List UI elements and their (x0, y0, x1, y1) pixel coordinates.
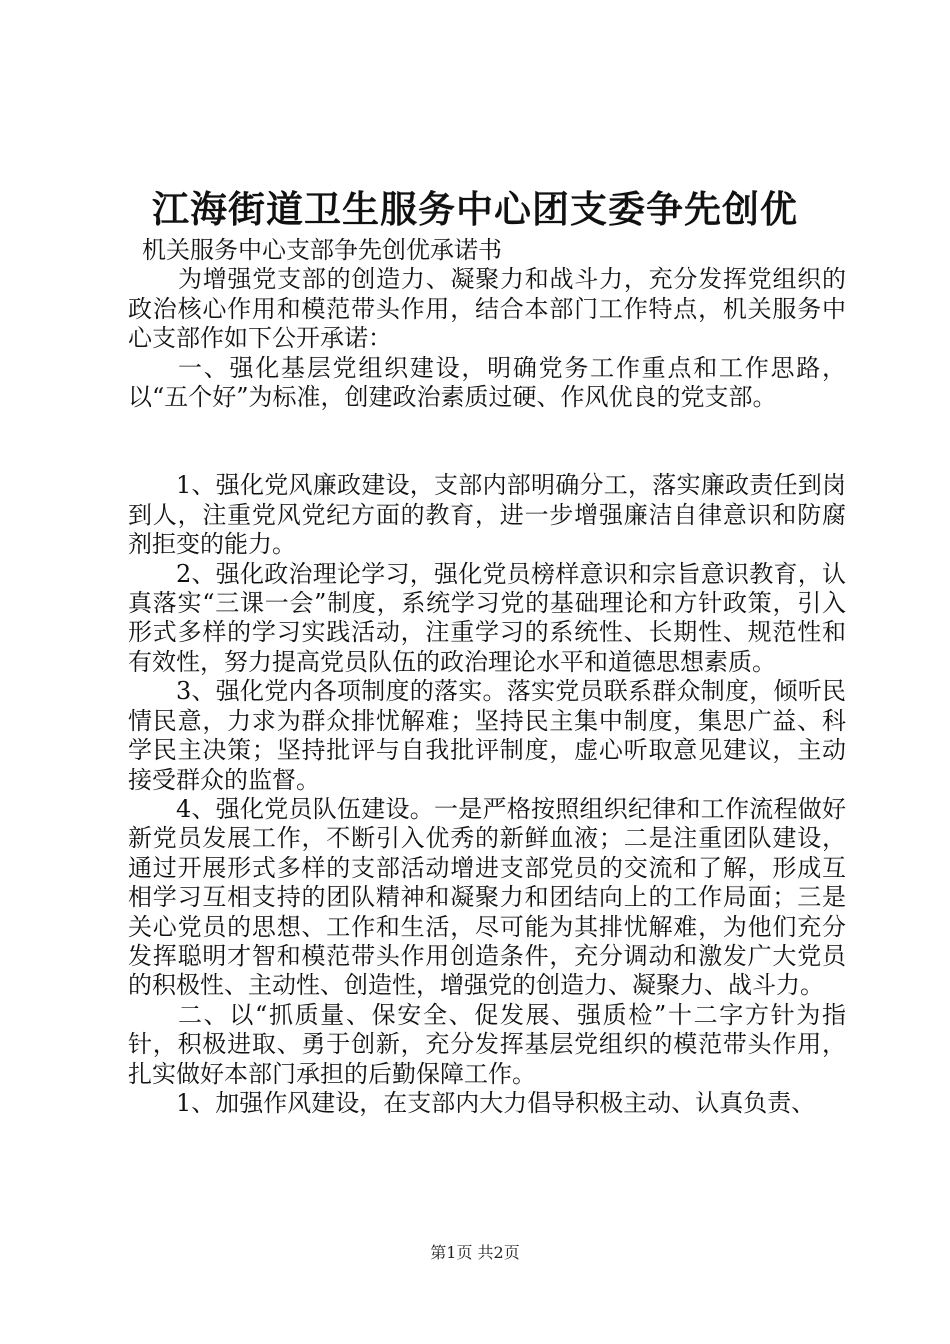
document-body (128, 236, 846, 1118)
subtitle-paragraph: 机关服务中心支部争先创优承诺书 (142, 236, 502, 264)
section-two-paragraph: 二、以“抓质量、保安全、促发展、强质检”十二字方针为指针，积极进取、勇于创新，充分发挥基层党组织的模范带头作用，扎实做好本部门承担的后勤保障工作。 (128, 1000, 846, 1088)
page-number-footer: 第1页 共2页 (430, 1243, 520, 1262)
item-4-paragraph: 4、强化党员队伍建设。一是严格按照组织纪律和工作流程做好新党员发展工作，不断引入优秀的新鲜血液；二是注重团队建设，通过开展形式多样的支部活动增进支部党员的交流和了解，形成互相学习互相支持的团队精神和凝聚力和团结向上的工作局面；三是关心党员的思想、工作和生活，尽可能为其排忧解难，为他们充分发挥聪明才智和模范带头作用创造条件，充分调动和激发广大党员的积极性、主动性、创造性，增强党的创造力、凝聚力、战斗力。 (128, 794, 846, 1000)
paragraph-spacer (128, 412, 846, 471)
document-title: 江海街道卫生服务中心团支委争先创优 (152, 187, 798, 231)
item-1-paragraph: 1、强化党风廉政建设，支部内部明确分工，落实廉政责任到岗到人，注重党风党纪方面的教育，进一步增强廉洁自律意识和防腐剂拒变的能力。 (128, 471, 846, 559)
item-2-paragraph: 2、强化政治理论学习，强化党员榜样意识和宗旨意识教育，认真落实“三课一会”制度，系统学习党的基础理论和方针政策，引入形式多样的学习实践活动，注重学习的系统性、长期性、规范性和有效性，努力提高党员队伍的政治理论水平和道德思想素质。 (128, 559, 846, 676)
section-two-item-1-paragraph: 1、加强作风建设，在支部内大力倡导积极主动、认真负责、 (176, 1088, 816, 1117)
intro-paragraph: 为增强党支部的创造力、凝聚力和战斗力，充分发挥党组织的政治核心作用和模范带头作用，结合本部门工作特点，机关服务中心支部作如下公开承诺： (128, 265, 846, 353)
item-3-paragraph: 3、强化党内各项制度的落实。落实党员联系群众制度，倾听民情民意，力求为群众排忧解难；坚持民主集中制度，集思广益、科学民主决策；坚持批评与自我批评制度，虚心听取意见建议，主动接受群众的监督。 (128, 677, 846, 794)
section-one-paragraph: 一、强化基层党组织建设，明确党务工作重点和工作思路，以“五个好”为标准，创建政治素质过硬、作风优良的党支部。 (128, 353, 846, 412)
